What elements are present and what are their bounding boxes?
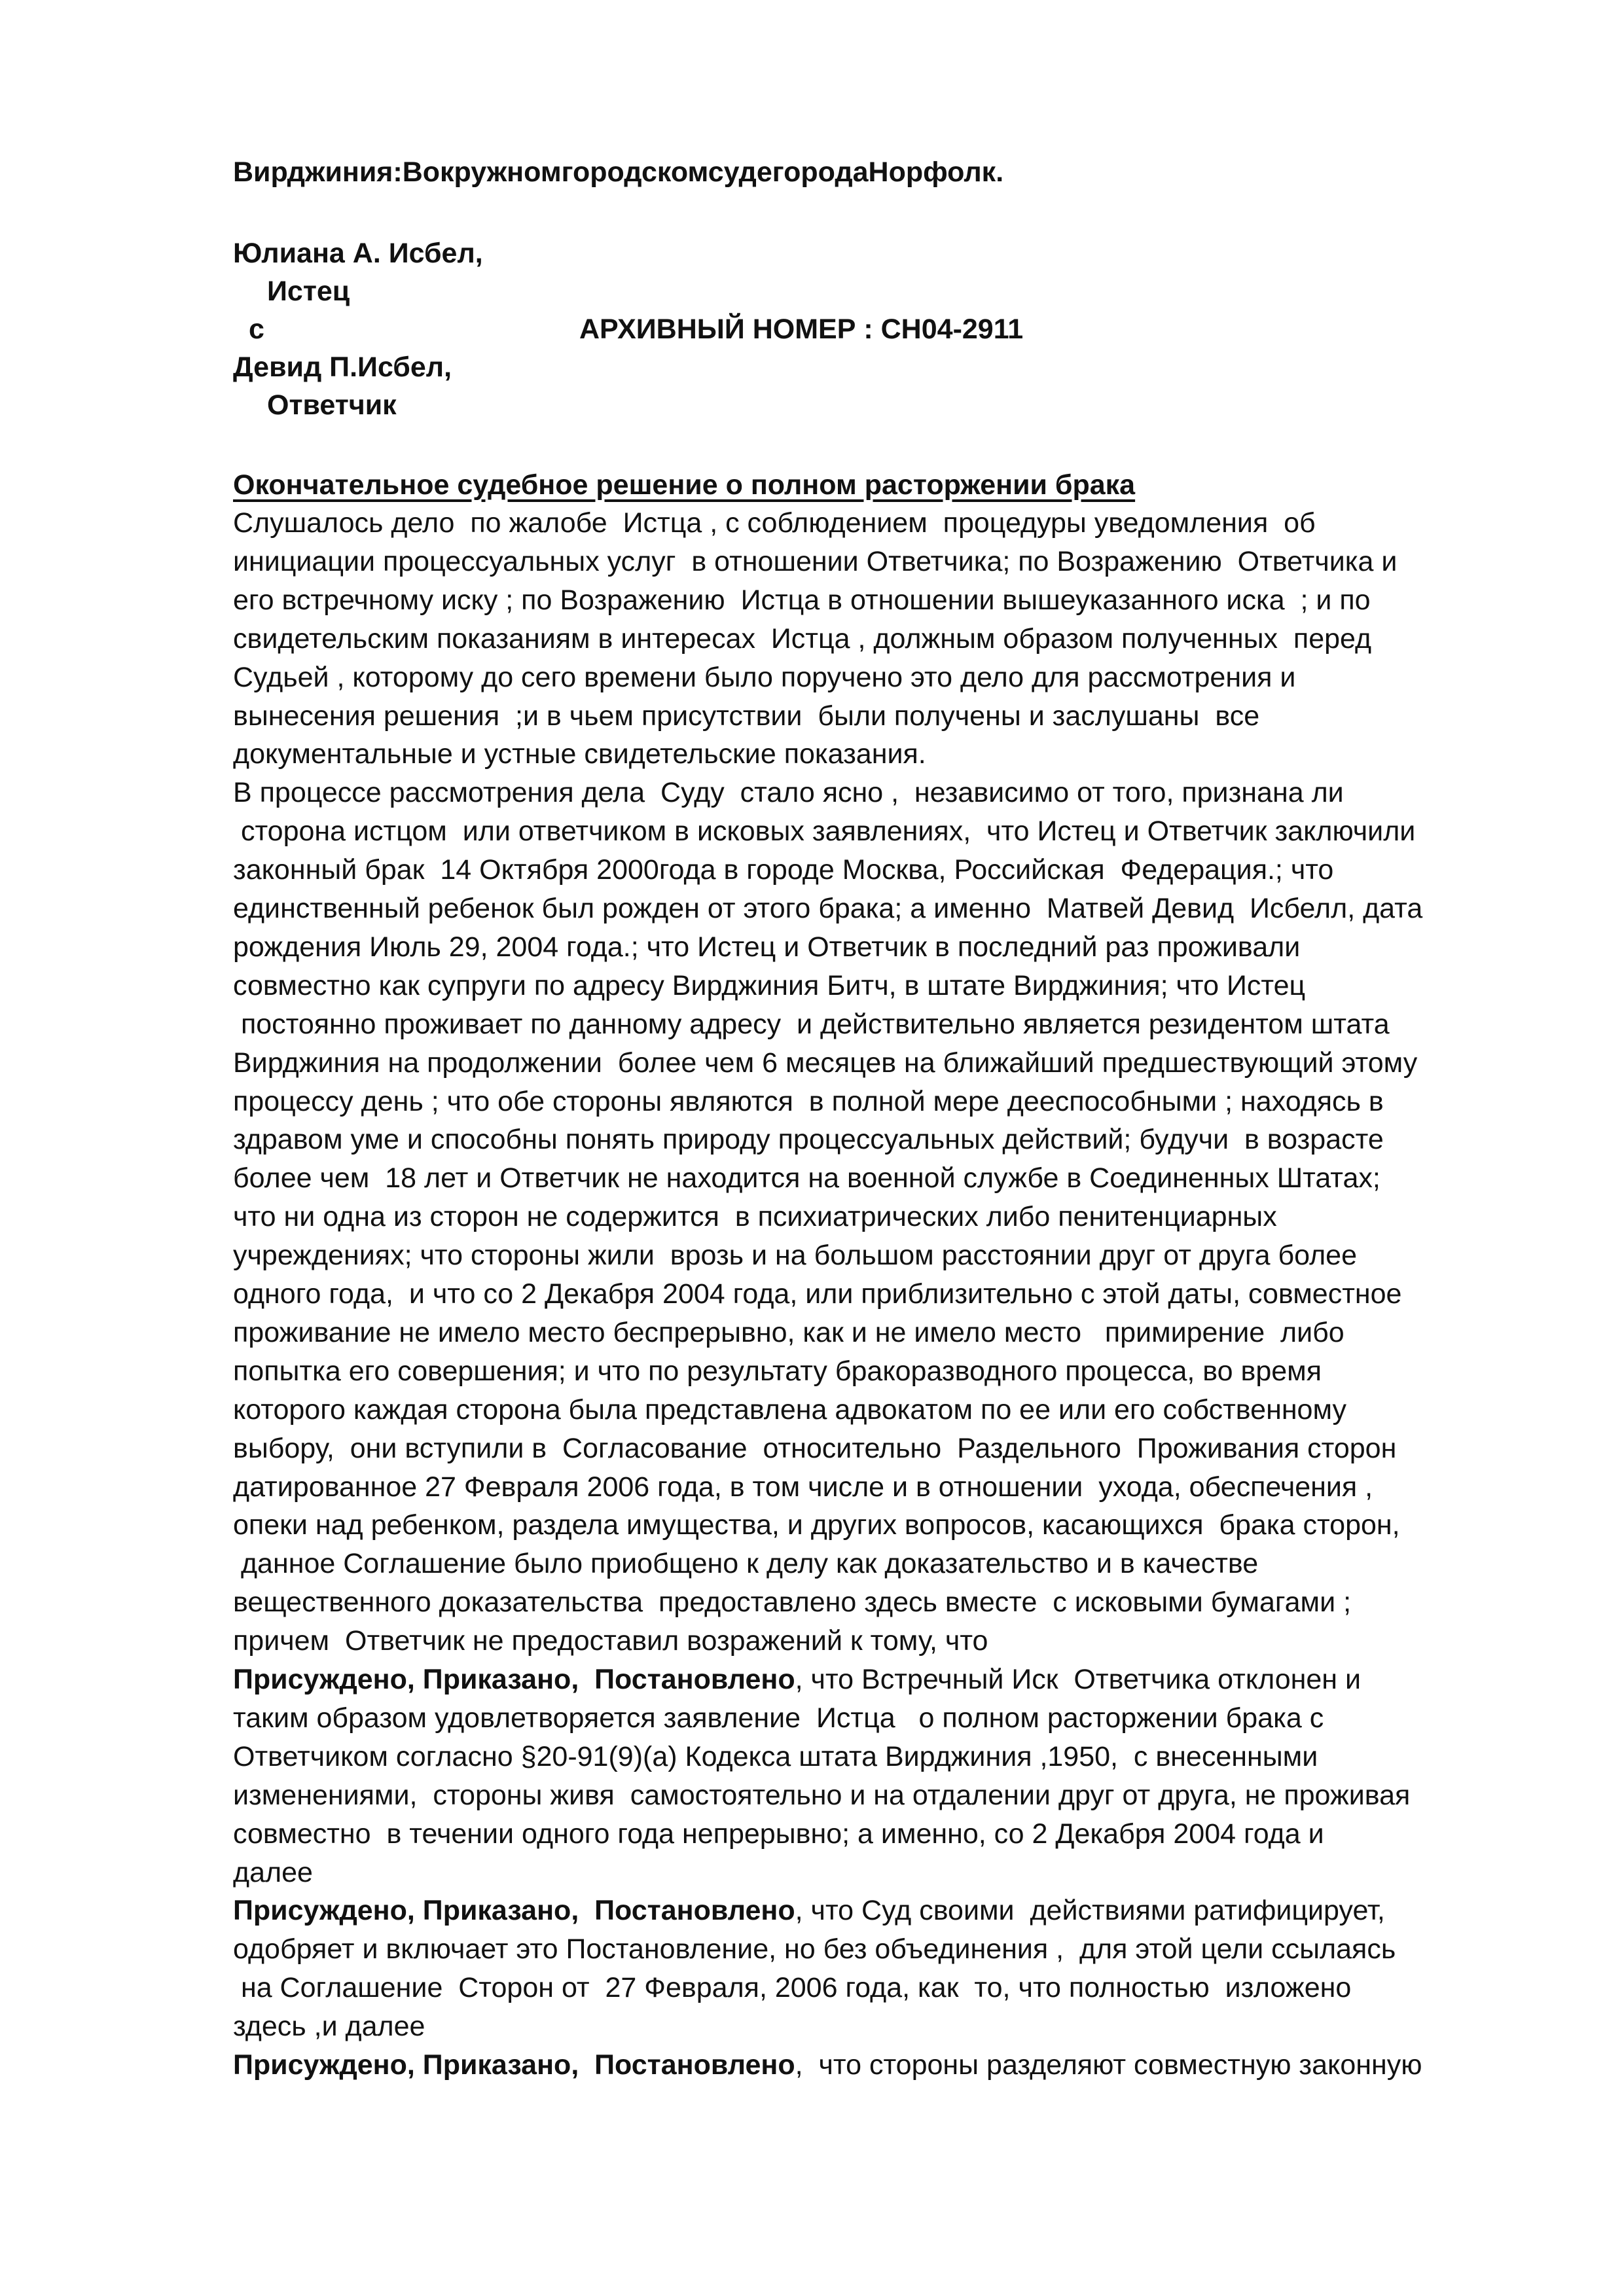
body-line <box>233 1930 1396 1968</box>
body-line <box>233 851 1333 889</box>
body-line <box>233 1236 1357 1274</box>
body-line-text: сторона истцом или ответчиком в исковых заявлениях, что Истец и Ответчик заключили <box>233 816 1416 847</box>
court-heading: Вирджиния:ВокружномгородскомсудегородаНорфолк. <box>233 156 1004 188</box>
body-line <box>233 1854 313 1892</box>
body-line-text: здесь ,и далее <box>233 2011 425 2042</box>
body-line <box>233 1622 988 1660</box>
body-line <box>233 1815 1324 1853</box>
body-line-text: далее <box>233 1857 313 1888</box>
body-line <box>233 504 1316 542</box>
body-line-text: проживание не имело место беспрерывно, как и не имело место примирение либо <box>233 1317 1344 1348</box>
body-line-text: единственный ребенок был рожден от этого брака; а именно Матвей Девид Исбелл, дата <box>233 893 1423 924</box>
body-line-text: Судьей , которому до сего времени было поручено это дело для рассмотрения и <box>233 662 1296 693</box>
body-line-text: которого каждая сторона была представлена адвокатом по ее или его собственному <box>233 1394 1347 1426</box>
body-line-text: причем Ответчик не предоставил возражений к тому, что <box>233 1625 988 1657</box>
body-line-text: процессу день ; что обе стороны являются в полной мере дееспособными ; находясь в <box>233 1086 1384 1117</box>
body-line-text: совместно в течении одного года непрерывно; а именно, со 2 Декабря 2004 года и <box>233 1818 1324 1850</box>
body-line <box>233 812 1415 850</box>
body-line-text: попытка его совершения; и что по результату бракоразводного процесса, во время <box>233 1355 1322 1387</box>
body-line <box>233 1468 1373 1506</box>
body-line <box>233 1159 1380 1197</box>
body-line <box>233 697 1259 735</box>
body-line <box>233 1545 1258 1583</box>
body-line <box>233 2007 425 2045</box>
body-line <box>233 735 926 773</box>
body-line-text: опеки над ребенком, раздела имущества, и других вопросов, касающихся брака сторон, <box>233 1509 1400 1541</box>
body-line-text: одного года, и что со 2 Декабря 2004 года, или приблизительно с этой даты, совместное <box>233 1278 1402 1310</box>
body-line-text: Ответчиком согласно §20-91(9)(а) Кодекса штата Вирджиния ,1950, с внесенными <box>233 1741 1318 1772</box>
body-line-text: изменениями, стороны живя самостоятельно и на отдалении друг от друга, не проживая <box>233 1780 1411 1811</box>
body-line-text: , что Встречный Иск Ответчика отклонен и <box>795 1664 1361 1695</box>
body-line-text: Слушалось дело по жалобе Истца , с соблюдением процедуры уведомления об <box>233 507 1316 539</box>
body-line <box>233 1005 1390 1043</box>
body-line-text: документальные и устные свидетельские показания. <box>233 738 926 770</box>
body-line-text: выбору, они вступили в Согласование относительно Раздельного Проживания сторон <box>233 1433 1397 1464</box>
body-line-text: его встречному иску ; по Возражению Истца в отношении вышеуказанного иска ; и по <box>233 584 1371 616</box>
body-line <box>233 1776 1410 1814</box>
body-line <box>233 581 1371 619</box>
ruling-phrase: Присуждено, Приказано, Постановлено <box>233 1664 795 1695</box>
body-line-text: свидетельским показаниям в интересах Истца , должным образом полученных перед <box>233 623 1372 655</box>
body-line <box>233 1738 1318 1776</box>
body-line <box>233 1121 1384 1158</box>
body-line-text: на Соглашение Сторон от 27 Февраля, 2006 года, как то, что полностью изложено <box>233 1972 1352 2003</box>
body-line-text: здравом уме и способны понять природу процессуальных действий; будучи в возрасте <box>233 1124 1384 1155</box>
plaintiff-name: Юлиана А. Исбел, <box>233 238 483 269</box>
body-line-text: более чем 18 лет и Ответчик не находится на военной службе в Соединенных Штатах; <box>233 1162 1380 1194</box>
body-line <box>233 1391 1346 1429</box>
case-number: АРХИВНЫЙ НОМЕР : CH04-2911 <box>579 314 1024 345</box>
body-line <box>233 1699 1324 1737</box>
body-line <box>233 1198 1277 1236</box>
body-line-text: учреждениях; что стороны жили врозь и на большом расстоянии друг от друга более <box>233 1240 1357 1271</box>
body-line-text: инициации процессуальных услуг в отношении Ответчика; по Возражению Ответчика и <box>233 546 1398 577</box>
body-line-text: постоянно проживает по данному адресу и действительно является резидентом штата <box>233 1009 1390 1040</box>
body-line <box>233 1506 1400 1544</box>
document-title: Окончательное судебное решение о полном расторжении брака <box>233 469 1136 501</box>
body-line <box>233 543 1397 581</box>
defendant-name: Девид П.Исбел, <box>233 351 452 383</box>
body-line <box>233 1969 1351 2007</box>
body-line-text: совместно как супруги по адресу Вирджиния Битч, в штате Вирджиния; что Истец <box>233 970 1306 1001</box>
body-line-text: одобряет и включает это Постановление, но без объединения , для этой цели ссылаясь <box>233 1933 1396 1965</box>
body-line-text: Вирджиния на продолжении более чем 6 месяцев на ближайший предшествующий этому <box>233 1047 1418 1079</box>
body-line-text: таким образом удовлетворяется заявление Истца о полном расторжении брака с <box>233 1702 1324 1734</box>
body-line <box>233 1352 1322 1390</box>
body-line <box>233 967 1305 1005</box>
body-line-text: , что Суд своими действиями ратифицирует, <box>795 1895 1385 1926</box>
body-line-text: В процессе рассмотрения дела Суду стало ясно , независимо от того, признана ли <box>233 777 1344 808</box>
body-line <box>233 1660 1361 1698</box>
body-line <box>233 2046 1422 2084</box>
ruling-phrase: Присуждено, Приказано, Постановлено <box>233 2049 795 2081</box>
body-line <box>233 658 1295 696</box>
body-line <box>233 1583 1351 1621</box>
body-line-text: рождения Июль 29, 2004 года.; что Истец и Ответчик в последний раз проживали <box>233 931 1301 963</box>
body-line-text: датированное 27 Февраля 2006 года, в том числе и в отношении ухода, обеспечения , <box>233 1471 1373 1503</box>
body-line <box>233 1429 1396 1467</box>
body-line-text: что ни одна из сторон не содержится в психиатрических либо пенитенциарных <box>233 1201 1277 1232</box>
body-line <box>233 889 1422 927</box>
body-line <box>233 620 1371 658</box>
plaintiff-role: Истец <box>267 276 350 307</box>
body-line <box>233 1275 1401 1313</box>
body-line <box>233 774 1344 812</box>
body-line-text: законный брак 14 Октября 2000года в городе Москва, Российская Федерация.; что <box>233 854 1334 886</box>
body-line <box>233 1083 1384 1121</box>
ruling-phrase: Присуждено, Приказано, Постановлено <box>233 1895 795 1926</box>
body-line <box>233 1044 1417 1082</box>
body-line-text: вещественного доказательства предоставлено здесь вместе с исковыми бумагами ; <box>233 1587 1352 1618</box>
body-line <box>233 928 1300 966</box>
body-line <box>233 1314 1344 1352</box>
defendant-role: Ответчик <box>267 389 397 421</box>
body-line <box>233 1892 1385 1929</box>
body-line-text: вынесения решения ;и в чьем присутствии были получены и заслушаны все <box>233 700 1260 732</box>
versus-label: с <box>249 314 264 345</box>
body-line-text: , что стороны разделяют совместную законную <box>795 2049 1422 2081</box>
body-line-text: данное Соглашение было приобщено к делу как доказательство и в качестве <box>233 1548 1259 1579</box>
